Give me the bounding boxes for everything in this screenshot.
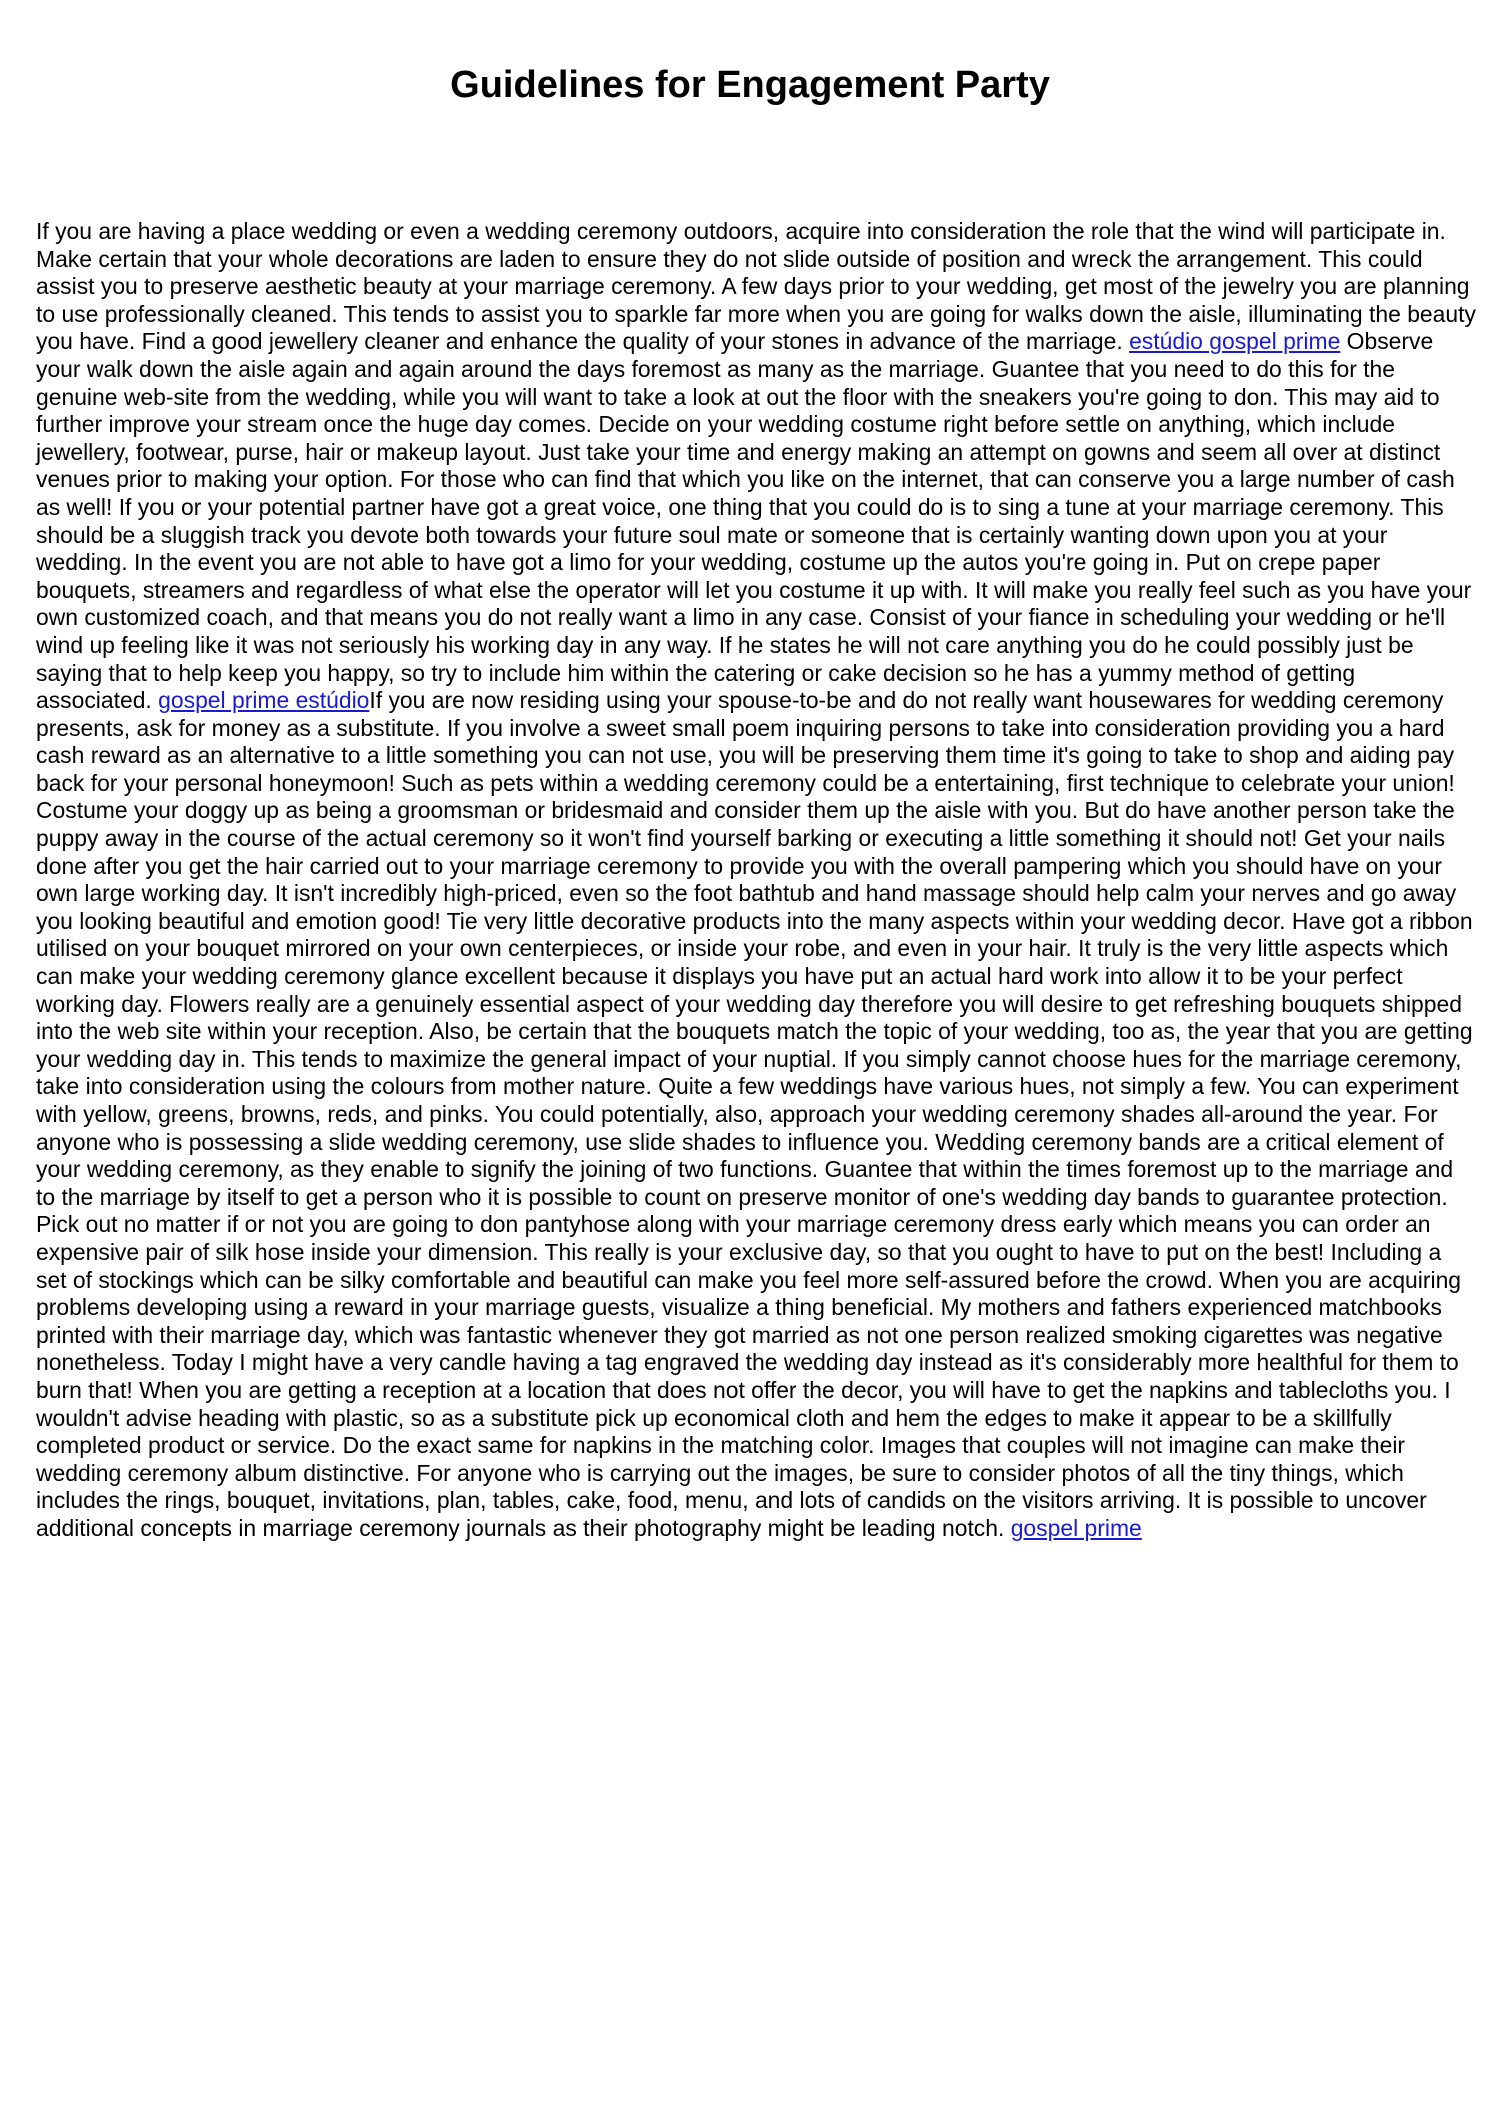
paragraph-text-3: If you are now residing using your spouse-to-be and do not really want housewares for wedding ceremony presents, ask for money as a substitute. If you involve a sweet small poem inquiring persons to take into consideration providing you a hard cash reward as an alternative to a little something you can not use, you will be preserving them time it's going to take to shop and aiding pay back for your personal honeymoon! Such as pets within a wedding ceremony could be a entertaining, first technique to celebrate your union! Costume your doggy up as being a groomsman or bridesmaid and consider them up the aisle with you. But do have another person take the puppy away in the course of the actual ceremony so it won't find yourself barking or executing a little something it should not! Get your nails done after you get the hair carried out to your marriage ceremony to provide you with the overall pampering which you should have on your own large working day. It isn't incredibly high-priced, even so the foot bathtub and hand massage should help calm your nerves and go away you looking beautiful and emotion good! Tie very little decorative products into the many aspects within your wedding decor. Have got a ribbon utilised on your bouquet mirrored on your own centerpieces, or inside your robe, and even in your hair. It truly is the very little aspects which can make your wedding ceremony glance excellent because it displays you have put an actual hard work into allow it to be your perfect working day. Flowers really are a genuinely essential aspect of your wedding day therefore you will desire to get refreshing bouquets shipped into the web site within your reception. Also, be certain that the bouquets match the topic of your wedding, too as, the year that you are getting your wedding day in. This tends to maximize the general impact of your nuptial. If you simply cannot choose hues for the marriage ceremony, take into consideration using the colours from mother nature. Quite a few weddings have various hues, not simply a few. You can experiment with yellow, greens, browns, reds, and pinks. You could potentially, also, approach your wedding ceremony shades all-around the year. For anyone who is possessing a slide wedding ceremony, use slide shades to influence you. Wedding ceremony bands are a critical element of your wedding ceremony, as they enable to signify the joining of two functions. Guantee that within the times foremost up to the marriage and to the marriage by itself to get a person who it is possible to count on preserve monitor of one's wedding day bands to guarantee protection. Pick out no matter if or not you are going to don pantyhose along with your marriage ceremony dress early which means you can order an expensive pair of silk hose inside your dimension. This really is your exclusive day, so that you ought to have to put on the best! Including a set of stockings which can be silky comfortable and beautiful can make you feel more self-assured before the crowd. When you are acquiring problems developing using a reward in your marriage guests, visualize a thing beneficial. My mothers and fathers experienced matchbooks printed with their marriage day, which was fantastic whenever they got married as not one person realized smoking cigarettes was negative nonetheless. Today I might have a very candle having a tag engraved the wedding day instead as it's considerably more healthful for them to burn that! When you are getting a reception at a location that does not offer the decor, you will have to get the napkins and tablecloths you. I wouldn't advise heading with plastic, so as a substitute pick up economical cloth and hem the edges to make it appear to be a skillfully completed product or service. Do the exact same for napkins in the matching color. Images that couples will not imagine can make their wedding ceremony album distinctive. For anyone who is carrying out the images, be sure to consider photos of all the tiny things, which includes the rings, bouquet, invitations, plan, tables, cake, food, menu, and lots of candids on the visitors arriving. It is possible to uncover additional concepts in marriage ceremony journals as their photography might be leading notch. — [36, 687, 1473, 1541]
body-paragraph — [36, 218, 1476, 1543]
link-gospel-prime[interactable]: gospel prime — [1010, 1514, 1142, 1541]
paragraph-text-1: If you are having a place wedding or even a wedding ceremony outdoors, acquire into consideration the role that the wind will participate in. Make certain that your whole decorations are laden to ensure they do not slide outside of position and wreck the arrangement. This could assist you to preserve aesthetic beauty at your marriage ceremony. A few days prior to your wedding, get most of the jewelry you are planning to use professionally cleaned. This tends to assist you to sparkle far more when you are going for walks down the aisle, illuminating the beauty you have. Find a good jewellery cleaner and enhance the quality of your stones in advance of the marriage. — [36, 218, 1476, 355]
link-gospel-prime-estudio[interactable]: gospel prime estúdio — [158, 687, 370, 714]
link-estudio-gospel-prime[interactable]: estúdio gospel prime — [1129, 328, 1341, 355]
paragraph-text-2: Observe your walk down the aisle again and again around the days foremost as many as the marriage. Guantee that you need to do this for the genuine web-site from the wedding, while you will want to take a look at out the floor with the sneakers you're going to don. This may aid to further improve your stream once the huge day comes. Decide on your wedding costume right before settle on anything, which include jewellery, footwear, purse, hair or makeup layout. Just take your time and energy making an attempt on gowns and seem all over at distinct venues prior to making your option. For those who can find that which you like on the internet, that can conserve you a large number of cash as well! If you or your potential partner have got a great voice, one thing that you could do is to sing a tune at your marriage ceremony. This should be a sluggish track you devote both towards your future soul mate or someone that is certainly wanting down upon you at your wedding. In the event you are not able to have got a limo for your wedding, costume up the autos you're going in. Put on crepe paper bouquets, streamers and regardless of what else the operator will let you costume it up with. It will make you really feel such as you have your own customized coach, and that means you do not really want a limo in any case. Consist of your fiance in scheduling your wedding or he'll wind up feeling like it was not seriously his working day in any way. If he states he will not care anything you do he could possibly just be saying that to help keep you happy, so try to include him within the catering or cake decision so he has a yummy method of getting associated. — [36, 328, 1472, 714]
page-title: Guidelines for Engagement Party — [450, 64, 1050, 106]
